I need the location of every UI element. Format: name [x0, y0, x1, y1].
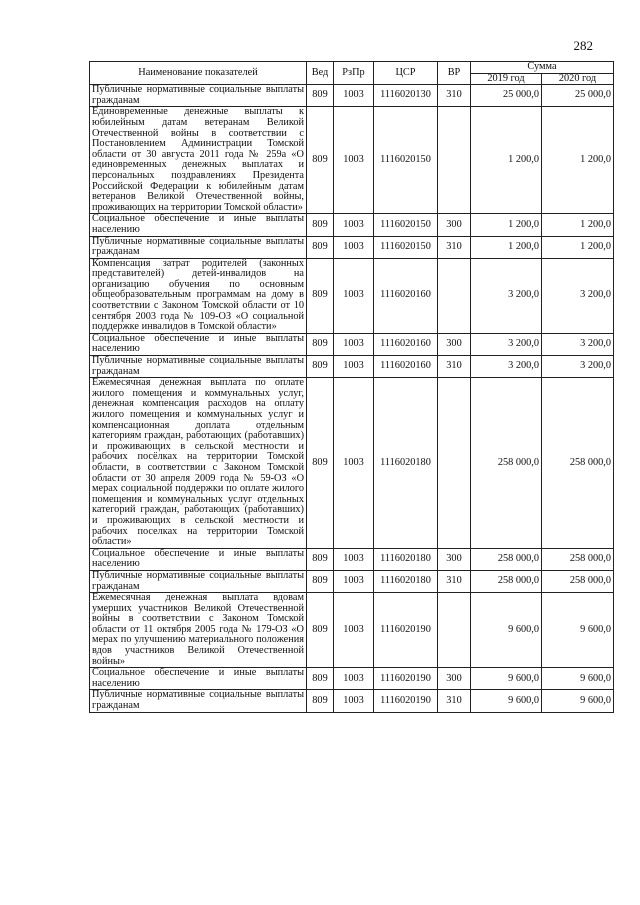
row-rzpr-cell: 1003	[334, 85, 374, 107]
table-row	[90, 107, 614, 214]
row-sum-2019-cell: 3 200,0	[471, 333, 542, 355]
row-rzpr-cell: 1003	[334, 236, 374, 258]
row-csr-cell: 1116020160	[374, 356, 438, 378]
row-csr-cell: 1116020150	[374, 107, 438, 214]
row-vr-cell: 310	[438, 85, 471, 107]
table-row	[90, 258, 614, 333]
row-csr-cell: 1116020130	[374, 85, 438, 107]
row-name-cell: Социальное обеспечение и иные выплаты населению	[90, 333, 307, 355]
column-header-summa: Сумма	[471, 62, 614, 74]
row-vr-cell: 310	[438, 570, 471, 592]
row-sum-2019-cell: 9 600,0	[471, 690, 542, 712]
column-header-csr: ЦСР	[374, 62, 438, 85]
row-rzpr-cell: 1003	[334, 356, 374, 378]
row-sum-2019-cell: 3 200,0	[471, 258, 542, 333]
row-sum-2019-cell: 3 200,0	[471, 356, 542, 378]
row-csr-cell: 1116020160	[374, 258, 438, 333]
row-vr-cell	[438, 258, 471, 333]
row-csr-cell: 1116020190	[374, 668, 438, 690]
table-header	[90, 62, 614, 85]
column-header-2020: 2020 год	[542, 73, 614, 85]
row-csr-cell: 1116020180	[374, 570, 438, 592]
table-row	[90, 333, 614, 355]
table-row	[90, 593, 614, 668]
column-header-vr: ВР	[438, 62, 471, 85]
column-header-name: Наименование показателей	[90, 62, 307, 85]
row-ved-cell: 809	[307, 593, 334, 668]
row-name-cell: Социальное обеспечение и иные выплаты населению	[90, 214, 307, 236]
row-rzpr-cell: 1003	[334, 333, 374, 355]
row-sum-2020-cell: 258 000,0	[542, 548, 614, 570]
row-sum-2019-cell: 25 000,0	[471, 85, 542, 107]
row-sum-2020-cell: 3 200,0	[542, 258, 614, 333]
row-csr-cell: 1116020190	[374, 690, 438, 712]
row-sum-2020-cell: 1 200,0	[542, 107, 614, 214]
table-row	[90, 356, 614, 378]
row-sum-2020-cell: 9 600,0	[542, 593, 614, 668]
row-csr-cell: 1116020160	[374, 333, 438, 355]
row-name-cell: Публичные нормативные социальные выплаты гражданам	[90, 570, 307, 592]
row-sum-2020-cell: 25 000,0	[542, 85, 614, 107]
row-name-cell: Ежемесячная денежная выплата по оплате жилого помещения и коммунальных услуг, денежная компенсация расходов на оплату жилого помещения и коммунальных услуг и компенсационная доплата отдельным категориям граждан, работающих (работавших) и проживающих в сельской местности и рабочих посёлках на территории Томской области, в соответствии с Законом Томской области от 30 апреля 2009 года № 59-ОЗ «О мерах социальной поддержки по оплате жилого помещения и коммунальных услуг отдельных категорий граждан, работающих (работавших) и проживающих в сельской местности и рабочих поселках на территории Томской области»	[90, 378, 307, 549]
table-row	[90, 668, 614, 690]
row-sum-2019-cell: 258 000,0	[471, 378, 542, 549]
row-ved-cell: 809	[307, 236, 334, 258]
row-sum-2020-cell: 258 000,0	[542, 570, 614, 592]
budget-table	[89, 61, 614, 713]
row-vr-cell	[438, 378, 471, 549]
table-row	[90, 548, 614, 570]
row-rzpr-cell: 1003	[334, 107, 374, 214]
row-rzpr-cell: 1003	[334, 548, 374, 570]
row-ved-cell: 809	[307, 690, 334, 712]
row-ved-cell: 809	[307, 214, 334, 236]
row-vr-cell: 300	[438, 333, 471, 355]
table-row	[90, 85, 614, 107]
row-ved-cell: 809	[307, 333, 334, 355]
row-name-cell: Единовременные денежные выплаты к юбилейным датам ветеранам Великой Отечественной войны в соответствии с Постановлением Администрации Томской области от 30 августа 2011 года № 259а «О единовременных денежных выплатах и персональных поздравлениях Президента Российской Федерации к юбилейным датам ветеранов Великой Отечественной войны, проживающих на территории Томской области»	[90, 107, 307, 214]
row-csr-cell: 1116020180	[374, 548, 438, 570]
row-sum-2019-cell: 9 600,0	[471, 593, 542, 668]
row-rzpr-cell: 1003	[334, 258, 374, 333]
table-row	[90, 570, 614, 592]
row-vr-cell: 300	[438, 214, 471, 236]
row-ved-cell: 809	[307, 570, 334, 592]
column-header-ved: Вед	[307, 62, 334, 85]
row-vr-cell: 300	[438, 668, 471, 690]
row-name-cell: Публичные нормативные социальные выплаты гражданам	[90, 690, 307, 712]
row-vr-cell: 300	[438, 548, 471, 570]
row-sum-2019-cell: 9 600,0	[471, 668, 542, 690]
row-sum-2020-cell: 9 600,0	[542, 668, 614, 690]
row-name-cell: Социальное обеспечение и иные выплаты населению	[90, 548, 307, 570]
row-sum-2020-cell: 258 000,0	[542, 378, 614, 549]
row-vr-cell	[438, 593, 471, 668]
row-csr-cell: 1116020180	[374, 378, 438, 549]
row-ved-cell: 809	[307, 668, 334, 690]
row-name-cell: Социальное обеспечение и иные выплаты населению	[90, 668, 307, 690]
column-header-rzpr: РзПр	[334, 62, 374, 85]
row-name-cell: Публичные нормативные социальные выплаты гражданам	[90, 356, 307, 378]
row-vr-cell: 310	[438, 236, 471, 258]
page-number: 282	[573, 38, 593, 53]
row-rzpr-cell: 1003	[334, 593, 374, 668]
row-name-cell: Компенсация затрат родителей (законных представителей) детей-инвалидов на организацию обучения по основным общеобразовательным программам на дому в соответствии с Законом Томской области от 10 сентября 2003 года № 109-ОЗ «О социальной поддержке инвалидов в Томской области»	[90, 258, 307, 333]
row-sum-2019-cell: 1 200,0	[471, 214, 542, 236]
column-header-2019: 2019 год	[471, 73, 542, 85]
row-rzpr-cell: 1003	[334, 570, 374, 592]
row-rzpr-cell: 1003	[334, 214, 374, 236]
row-vr-cell: 310	[438, 690, 471, 712]
row-ved-cell: 809	[307, 378, 334, 549]
row-rzpr-cell: 1003	[334, 690, 374, 712]
row-sum-2020-cell: 9 600,0	[542, 690, 614, 712]
table-row	[90, 236, 614, 258]
row-sum-2020-cell: 1 200,0	[542, 214, 614, 236]
row-ved-cell: 809	[307, 85, 334, 107]
row-csr-cell: 1116020150	[374, 214, 438, 236]
row-sum-2019-cell: 1 200,0	[471, 236, 542, 258]
table-row	[90, 690, 614, 712]
row-rzpr-cell: 1003	[334, 668, 374, 690]
row-sum-2020-cell: 3 200,0	[542, 333, 614, 355]
table-body	[90, 85, 614, 712]
row-vr-cell	[438, 107, 471, 214]
table-row	[90, 378, 614, 549]
row-csr-cell: 1116020190	[374, 593, 438, 668]
row-name-cell: Ежемесячная денежная выплата вдовам умерших участников Великой Отечественной войны в соответствии с Законом Томской области от 11 октября 2005 года № 179-ОЗ «О мерах по улучшению материального положения вдов участников Великой Отечественной войны»	[90, 593, 307, 668]
row-ved-cell: 809	[307, 548, 334, 570]
row-sum-2020-cell: 3 200,0	[542, 356, 614, 378]
row-sum-2019-cell: 1 200,0	[471, 107, 542, 214]
row-sum-2019-cell: 258 000,0	[471, 570, 542, 592]
row-ved-cell: 809	[307, 356, 334, 378]
row-sum-2019-cell: 258 000,0	[471, 548, 542, 570]
row-rzpr-cell: 1003	[334, 378, 374, 549]
row-csr-cell: 1116020150	[374, 236, 438, 258]
row-ved-cell: 809	[307, 258, 334, 333]
row-ved-cell: 809	[307, 107, 334, 214]
row-name-cell: Публичные нормативные социальные выплаты гражданам	[90, 85, 307, 107]
table-row	[90, 214, 614, 236]
row-sum-2020-cell: 1 200,0	[542, 236, 614, 258]
row-name-cell: Публичные нормативные социальные выплаты гражданам	[90, 236, 307, 258]
row-vr-cell: 310	[438, 356, 471, 378]
